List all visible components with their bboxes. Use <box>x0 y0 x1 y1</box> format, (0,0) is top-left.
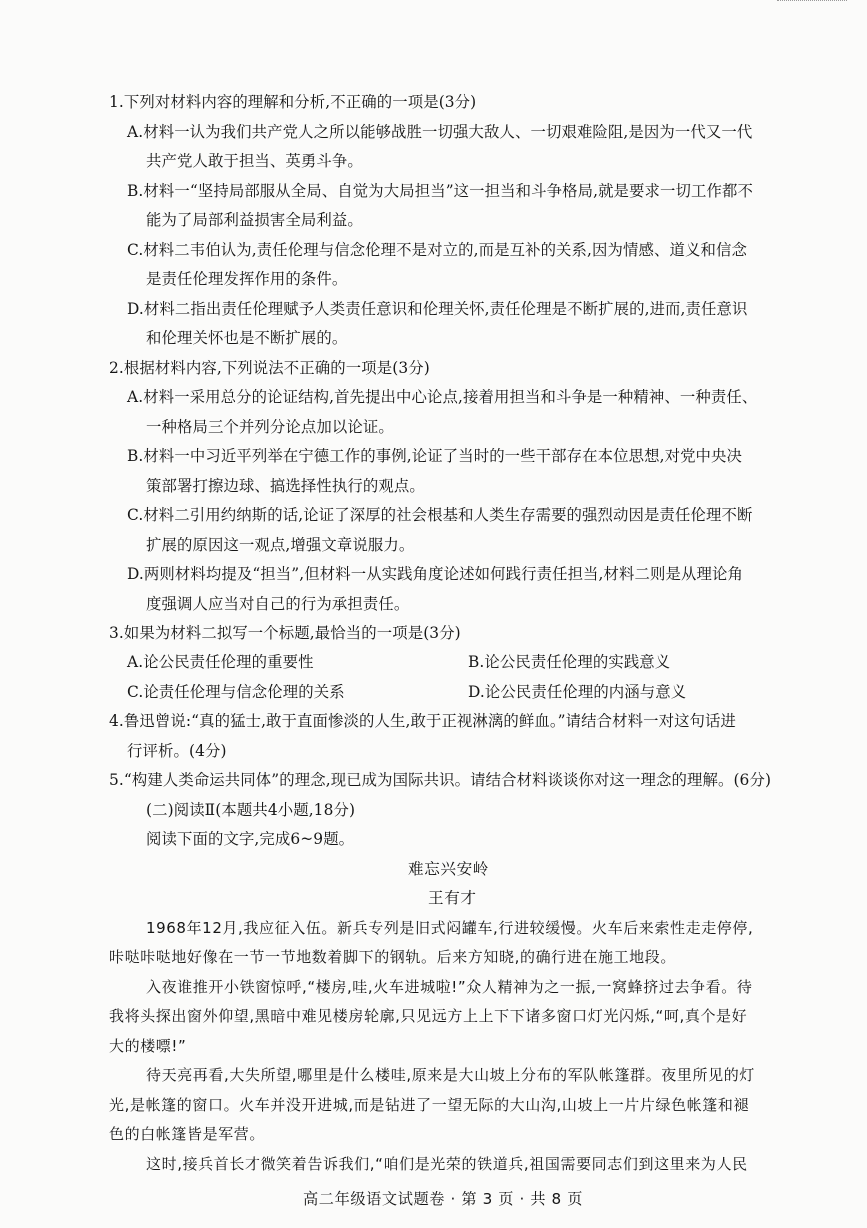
question-1-option-d-line-2: 和伦理关怀也是不断扩展的。 <box>146 329 348 347</box>
question-2-stem: 2.根据材料内容,下列说法不正确的一项是(3分) <box>109 359 430 377</box>
question-4-line-2: 行评析。(4分) <box>127 742 227 760</box>
section-heading: (二)阅读Ⅱ(本题共4小题,18分) <box>146 801 356 819</box>
question-2-option-a-line-1: A.材料一采用总分的论证结构,首先提出中心论点,接着用担当和斗争是一种精神、一种责任、 <box>127 388 758 406</box>
section-instruction: 阅读下面的文字,完成6~9题。 <box>146 830 355 848</box>
story-title: 难忘兴安岭 <box>408 860 489 878</box>
question-1-option-a-line-1: A.材料一认为我们共产党人之所以能够战胜一切强大敌人、一切艰难险阻,是因为一代又一代 <box>127 123 753 141</box>
question-2-option-c-line-1: C.材料二引用约纳斯的话,论证了深厚的社会根基和人类生存需要的强烈动因是责任伦理不断 <box>127 506 753 524</box>
question-3-option-c: C.论责任伦理与信念伦理的关系 <box>127 683 345 701</box>
story-paragraph-3-line-2: 光,是帐篷的窗口。火车并没开进城,而是钻进了一望无际的大山沟,山坡上一片片绿色帐篷和褪 <box>109 1096 750 1114</box>
question-1-stem: 1.下列对材料内容的理解和分析,不正确的一项是(3分) <box>109 93 477 111</box>
question-2-option-a-line-2: 一种格局三个并列分论点加以论证。 <box>146 418 394 436</box>
question-2-option-d-line-1: D.两则材料均提及“担当”,但材料一从实践角度论述如何践行责任担当,材料二则是从理论角 <box>127 565 743 583</box>
question-5: 5.“构建人类命运共同体”的理念,现已成为国际共识。请结合材料谈谈你对这一理念的理解。(6分) <box>109 771 772 789</box>
question-2-option-b-line-1: B.材料一中习近平列举在宁德工作的事例,论证了当时的一些干部存在本位思想,对党中央决 <box>127 447 743 465</box>
question-1-option-b-line-1: B.材料一“坚持局部服从全局、自觉为大局担当”这一担当和斗争格局,就是要求一切工作都不 <box>127 182 753 200</box>
question-1-option-b-line-2: 能为了局部利益损害全局利益。 <box>146 211 363 229</box>
story-paragraph-3-line-3: 色的白帐篷皆是军营。 <box>109 1125 266 1143</box>
question-3-option-a: A.论公民责任伦理的重要性 <box>127 653 314 671</box>
question-3-option-b: B.论公民责任伦理的实践意义 <box>468 653 671 671</box>
story-paragraph-2-line-2: 我将头探出窗外仰望,黑暗中难见楼房轮廓,只见远方上上下下诸多窗口灯光闪烁,“呵,真个是好 <box>109 1007 748 1025</box>
question-1-option-c-line-1: C.材料二韦伯认为,责任伦理与信念伦理不是对立的,而是互补的关系,因为情感、道义和信念 <box>127 241 747 259</box>
question-1-option-a-line-2: 共产党人敢于担当、英勇斗争。 <box>146 152 363 170</box>
story-paragraph-1-line-1: 1968年12月,我应征入伍。新兵专列是旧式闷罐车,行进较缓慢。火车后来索性走走停停, <box>146 919 754 937</box>
story-paragraph-4-line-1: 这时,接兵首长才微笑着告诉我们,“咱们是光荣的铁道兵,祖国需要同志们到这里来为人民 <box>146 1155 748 1173</box>
story-paragraph-1-line-2: 咔哒咔哒地好像在一节一节地数着脚下的钢轨。后来方知晓,的确行进在施工地段。 <box>109 948 676 966</box>
question-2-option-d-line-2: 度强调人应当对自己的行为承担责任。 <box>146 595 410 613</box>
story-paragraph-3-line-1: 待天亮再看,大失所望,哪里是什么楼哇,原来是大山坡上分布的军队帐篷群。夜里所见的灯 <box>146 1066 755 1084</box>
story-paragraph-2-line-3: 大的楼嘌!” <box>109 1037 187 1055</box>
question-2-option-c-line-2: 扩展的原因这一观点,增强文章说服力。 <box>146 536 415 554</box>
question-4-line-1: 4.鲁迅曾说:“真的猛士,敢于直面惨淡的人生,敢于正视淋漓的鲜血。”请结合材料一对这句话进 <box>109 712 737 730</box>
page-footer: 高二年级语文试题卷 · 第 3 页 · 共 8 页 <box>303 1190 584 1208</box>
question-3-stem: 3.如果为材料二拟写一个标题,最恰当的一项是(3分) <box>109 624 461 642</box>
story-author: 王有才 <box>428 889 477 907</box>
scan-edge-mark <box>777 0 847 7</box>
story-paragraph-2-line-1: 入夜谁推开小铁窗惊呼,“楼房,哇,火车进城啦!”众人精神为之一振,一窝蜂挤过去争看。待 <box>146 978 753 996</box>
question-1-option-d-line-1: D.材料二指出责任伦理赋予人类责任意识和伦理关怀,责任伦理是不断扩展的,进而,责任意识 <box>127 300 748 318</box>
question-2-option-b-line-2: 策部署打擦边球、搞选择性执行的观点。 <box>146 477 425 495</box>
question-1-option-c-line-2: 是责任伦理发挥作用的条件。 <box>146 270 348 288</box>
question-3-option-d: D.论公民责任伦理的内涵与意义 <box>468 683 687 701</box>
